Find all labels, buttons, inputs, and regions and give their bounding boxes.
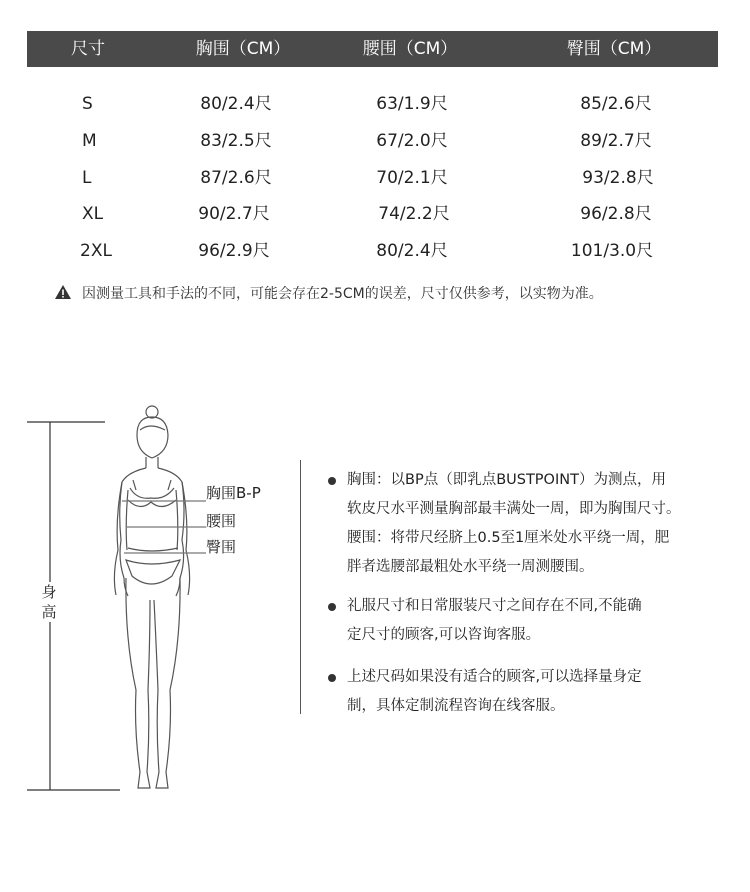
row-waist: 74/2.2尺 bbox=[378, 204, 450, 224]
row-bust: 80/2.4尺 bbox=[200, 94, 272, 114]
header-hip: 臀围（CM） bbox=[566, 39, 662, 59]
row-hip: 85/2.6尺 bbox=[580, 94, 652, 114]
note-text: 因测量工具和手法的不同，可能会存在2-5CM的误差，尺寸仅供参考，以实物为准。 bbox=[82, 286, 603, 302]
bullet-3 bbox=[328, 674, 336, 682]
waist-label: 腰围 bbox=[206, 512, 237, 530]
bullet-1 bbox=[328, 477, 336, 485]
bullet-2 bbox=[328, 603, 336, 611]
row-hip: 89/2.7尺 bbox=[580, 131, 652, 151]
bust-label: 胸围B-P bbox=[206, 484, 261, 502]
row-waist: 67/2.0尺 bbox=[376, 131, 448, 151]
row-hip: 96/2.8尺 bbox=[580, 204, 652, 224]
row-bust: 83/2.5尺 bbox=[200, 131, 272, 151]
info-bullet-3: 上述尺码如果没有适合的顾客,可以选择量身定 制，具体定制流程咨询在线客服。 bbox=[347, 669, 642, 714]
row-size: 2XL bbox=[80, 241, 112, 261]
height-label: 身高 bbox=[41, 583, 57, 621]
row-bust: 96/2.9尺 bbox=[198, 241, 270, 261]
row-bust: 87/2.6尺 bbox=[200, 168, 272, 188]
row-waist: 80/2.4尺 bbox=[376, 241, 448, 261]
info-bullet-1: 胸围：以BP点（即乳点BUSTPOINT）为测点，用 软皮尺水平测量胸部最丰满处一周，即为胸围尺寸。 腰围：将带尺经脐上0.5至1厘米处水平绕一周，肥 胖者选腰部最粗处水平绕一周测腰围。 bbox=[347, 472, 681, 575]
divider-line bbox=[300, 460, 301, 714]
row-size: S bbox=[82, 94, 93, 114]
header-waist: 腰围（CM） bbox=[362, 39, 458, 59]
row-hip: 93/2.8尺 bbox=[582, 168, 654, 188]
header-size: 尺寸 bbox=[71, 39, 105, 59]
header-bust: 胸围（CM） bbox=[195, 39, 291, 59]
hip-label: 臀围 bbox=[206, 538, 237, 556]
row-bust: 90/2.7尺 bbox=[198, 204, 270, 224]
size-table-header bbox=[27, 31, 718, 67]
measurement-note bbox=[54, 283, 603, 305]
row-size: L bbox=[82, 168, 92, 188]
row-waist: 70/2.1尺 bbox=[376, 168, 448, 188]
row-hip: 101/3.0尺 bbox=[570, 241, 654, 261]
row-size: M bbox=[82, 131, 97, 151]
row-size: XL bbox=[82, 204, 104, 224]
warning-icon bbox=[54, 284, 72, 300]
info-bullet-2: 礼服尺寸和日常服装尺寸之间存在不同,不能确 定尺寸的顾客,可以咨询客服。 bbox=[347, 598, 642, 643]
row-waist: 63/1.9尺 bbox=[376, 94, 448, 114]
